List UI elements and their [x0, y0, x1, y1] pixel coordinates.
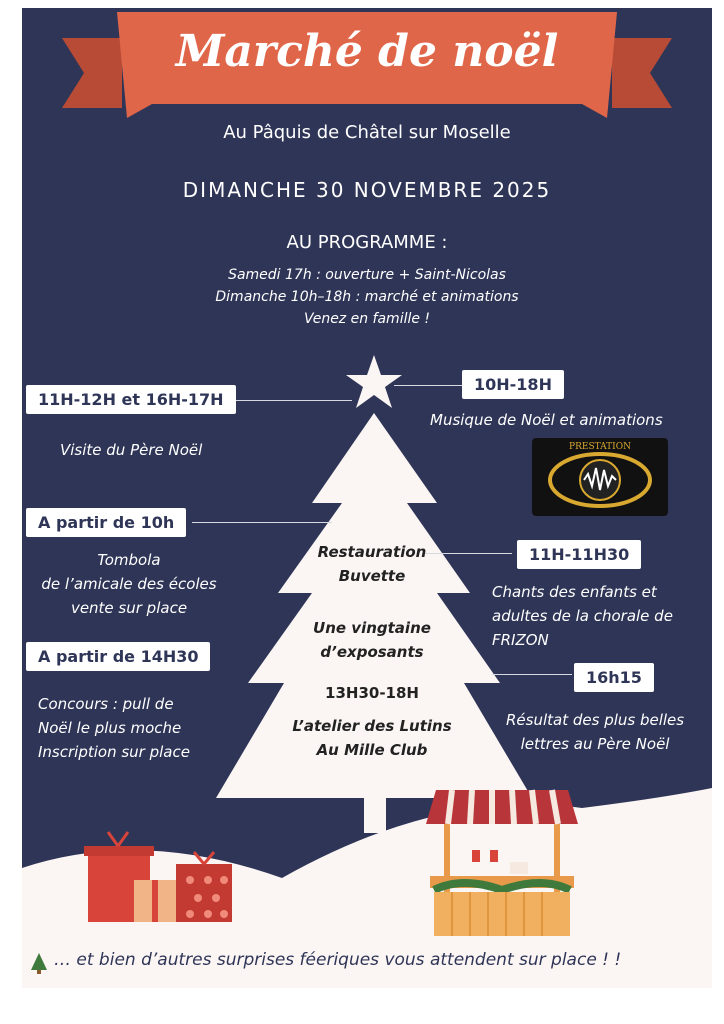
footer	[30, 948, 710, 978]
tree-text: d’exposants	[320, 643, 424, 661]
tree-workshop	[242, 714, 502, 762]
tree-text: Restauration	[317, 543, 427, 561]
event-desc-line: vente sur place	[70, 599, 188, 617]
event-desc	[34, 548, 224, 620]
event-desc: Musique de Noël et animations	[430, 411, 663, 429]
time-badge: A partir de 10h	[26, 508, 186, 537]
star-icon	[357, 356, 387, 386]
dj-logo	[532, 438, 668, 516]
event-desc-line: adultes de la chorale de	[492, 607, 673, 625]
event-desc-line: Tombola	[97, 551, 161, 569]
connector-line	[192, 522, 332, 523]
tree-workshop-time: 13H30-18H	[325, 684, 419, 702]
event-desc	[492, 580, 673, 652]
event-desc	[506, 708, 684, 756]
schedule	[22, 264, 712, 330]
time-badge: A partir de 14H30	[26, 642, 210, 671]
gifts-illustration	[82, 828, 242, 928]
page-title: Marché de noël	[175, 26, 559, 77]
market-stall	[422, 780, 582, 940]
tree-text: L’atelier des Lutins	[292, 717, 452, 735]
poster	[22, 8, 712, 988]
program-heading: AU PROGRAMME :	[286, 232, 448, 253]
event-desc-line: Concours : pull de	[38, 695, 174, 713]
tree-icon	[30, 952, 48, 974]
event-desc-line: de l’amicale des écoles	[41, 575, 217, 593]
schedule-line: Dimanche 10h–18h : marché et animations	[215, 289, 519, 305]
event-desc-line: FRIZON	[492, 631, 549, 649]
schedule-line: Samedi 17h : ouverture + Saint-Nicolas	[228, 267, 506, 283]
event-date: DIMANCHE 30 NOVEMBRE 2025	[182, 178, 552, 202]
event-desc-line: Chants des enfants et	[492, 583, 657, 601]
logo-text: PRESTATION	[569, 442, 631, 452]
tree-food	[282, 540, 462, 588]
event-desc: Visite du Père Noël	[60, 441, 203, 459]
event-desc-line: Inscription sur place	[38, 743, 190, 761]
connector-line	[232, 400, 352, 401]
footer-text: … et bien d’autres surprises féeriques vous attendent sur place ! !	[54, 950, 622, 970]
tree-text: Une vingtaine	[313, 619, 431, 637]
event-desc-line: Noël le plus moche	[38, 719, 182, 737]
subtitle: Au Pâquis de Châtel sur Moselle	[223, 122, 511, 143]
time-badge: 11H-11H30	[517, 540, 641, 569]
event-desc	[38, 692, 190, 764]
tree-text: Buvette	[338, 567, 406, 585]
event-desc-line: Résultat des plus belles	[506, 711, 685, 729]
time-badge: 11H-12H et 16H-17H	[26, 385, 236, 414]
time-badge: 16h15	[574, 663, 654, 692]
time-badge: 10H-18H	[462, 370, 564, 399]
tree-text: Au Mille Club	[316, 741, 428, 759]
connector-line	[492, 674, 572, 675]
tree-exhibitors	[272, 616, 472, 664]
event-desc-line: lettres au Père Noël	[520, 735, 670, 753]
schedule-line: Venez en famille !	[303, 311, 431, 327]
